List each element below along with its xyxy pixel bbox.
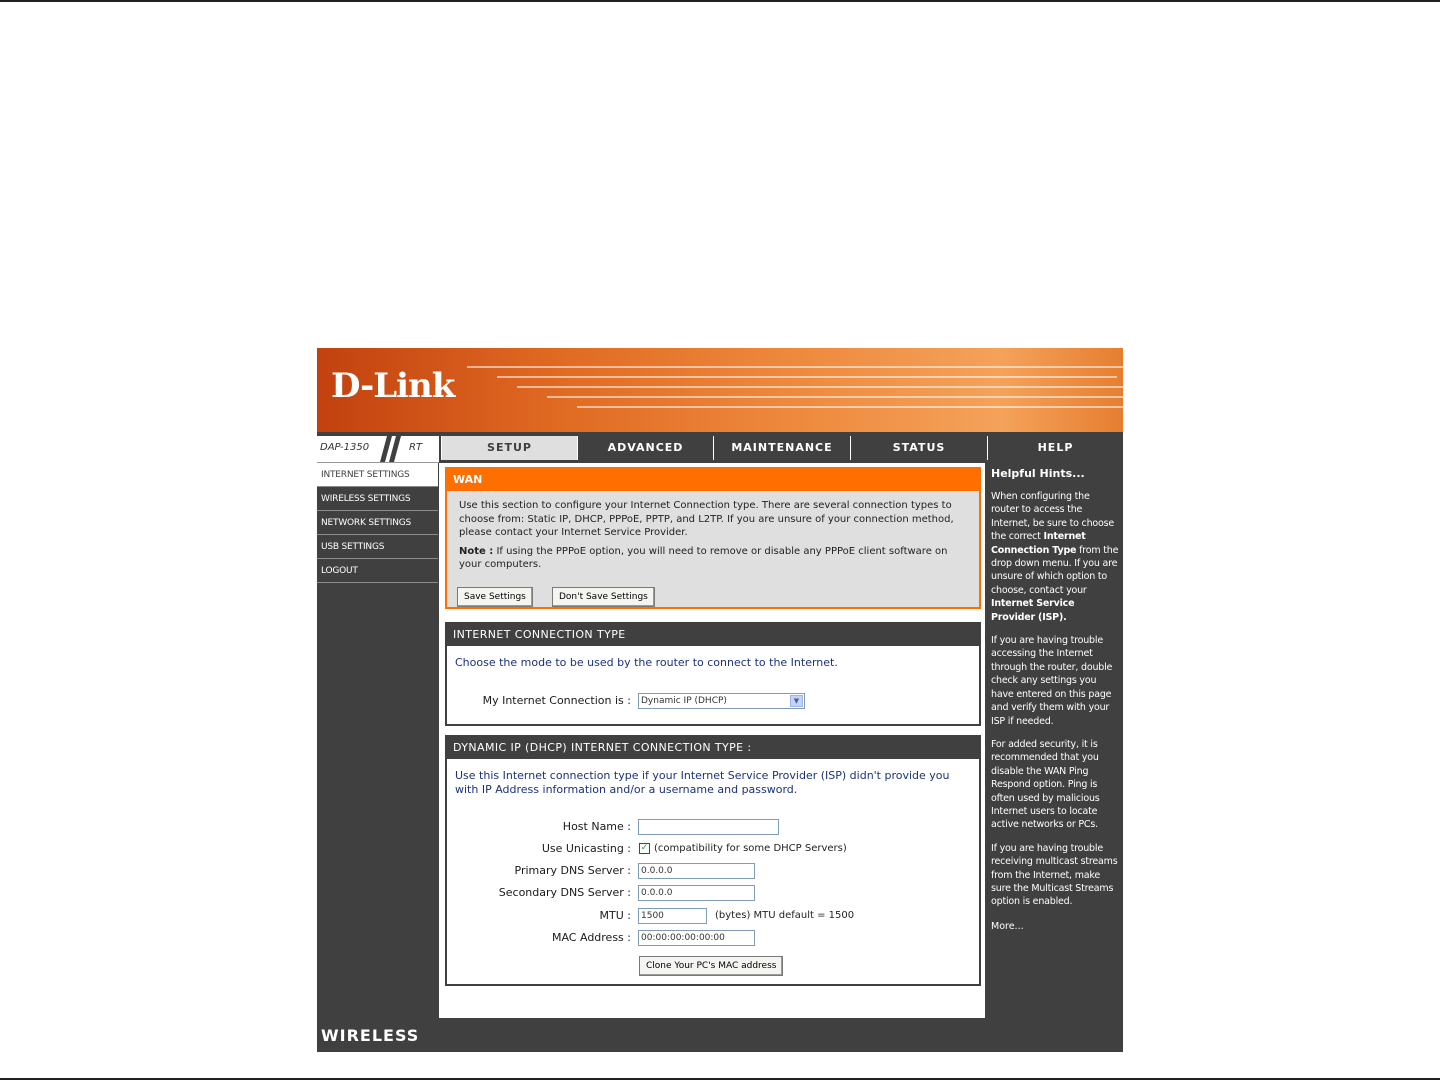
tab-setup[interactable]: SETUP [441, 436, 577, 460]
wan-note [447, 540, 979, 572]
wan-buttons [447, 572, 979, 607]
host-name-row [447, 818, 979, 836]
primary-dns-input[interactable]: 0.0.0.0 [638, 863, 755, 879]
wan-note-text: If using the PPPoE option, you will need to remove or disable any PPPoE client software on your computers. [459, 545, 948, 570]
page-top-rule [0, 0, 1440, 2]
top-tabs [441, 436, 1123, 460]
use-unicasting-label: Use Unicasting : [541, 842, 631, 855]
slash-divider-icon [379, 436, 403, 462]
internet-connection-type-description: Choose the mode to be used by the router to connect to the Internet. [455, 656, 838, 669]
tab-help[interactable]: HELP [987, 436, 1123, 460]
mac-address-input[interactable]: 00:00:00:00:00:00 [638, 930, 755, 946]
help-more-link[interactable]: More... [991, 920, 1024, 932]
header-banner [317, 348, 1123, 432]
help-title: Helpful Hints... [991, 467, 1085, 480]
mac-address-row [447, 929, 979, 947]
main-content [439, 463, 985, 1018]
primary-dns-label: Primary DNS Server : [514, 864, 631, 877]
help-panel [987, 463, 1123, 1018]
tab-advanced[interactable]: ADVANCED [577, 436, 713, 460]
wireless-footer-logo: WIRELESS [321, 1026, 420, 1045]
wan-description: Use this section to configure your Internet Connection type. There are several connection types to choose from: Static IP, DHCP, PPPoE, PPTP, and L2TP. If you are unsure of your connection method, please contact your Internet Service Provider. [459, 500, 954, 538]
dont-save-settings-button[interactable]: Don't Save Settings [552, 587, 655, 607]
clone-mac-button[interactable]: Clone Your PC's MAC address [639, 956, 783, 976]
router-admin-frame [317, 348, 1123, 1052]
mtu-label: MTU : [599, 909, 631, 922]
help-p1-a: When configuring the router to access the Internet, be sure to choose the correct [991, 491, 1115, 543]
wan-panel [445, 467, 981, 609]
connection-type-select[interactable] [638, 693, 805, 709]
internet-connection-type-title: INTERNET CONNECTION TYPE [447, 624, 979, 646]
secondary-dns-label: Secondary DNS Server : [498, 886, 631, 899]
model-mode: RT [409, 442, 423, 453]
help-p1-c: from the drop down menu. If you are unsure of which option to choose, contact your [991, 544, 1119, 596]
internet-connection-type-section [445, 622, 981, 726]
sidebar [317, 463, 438, 583]
use-unicasting-checkbox[interactable]: ✓ [640, 843, 649, 853]
host-name-label: Host Name : [562, 820, 631, 833]
help-paragraph-2: If you are having trouble accessing the Internet through the router, double check any settings you have entered on this page and verify them with your ISP if needed. [991, 635, 1113, 727]
dlink-logo: D-Link [331, 366, 455, 406]
model-strip [317, 436, 439, 463]
help-p1-d: Internet Service Provider (ISP). [991, 598, 1075, 623]
chevron-down-icon: ▼ [790, 695, 803, 707]
footer-bar [317, 1018, 1123, 1052]
connection-type-row [447, 692, 979, 710]
sidebar-item-logout[interactable]: LOGOUT [317, 559, 438, 583]
save-settings-button[interactable]: Save Settings [457, 587, 533, 607]
mtu-input[interactable]: 1500 [638, 908, 707, 924]
mtu-row [447, 907, 979, 925]
wan-title: WAN [447, 469, 979, 491]
help-paragraph-1 [987, 480, 1123, 624]
secondary-dns-row [447, 884, 979, 902]
sidebar-item-internet-settings[interactable]: INTERNET SETTINGS [317, 463, 438, 487]
dhcp-section [445, 735, 981, 986]
help-paragraph-4: If you are having trouble receiving multicast streams from the Internet, make sure the Multicast Streams option is enabled. [991, 842, 1118, 908]
dhcp-description: Use this Internet connection type if your Internet Service Provider (ISP) didn't provide you with IP Address information and/or a username and password. [455, 769, 950, 796]
dhcp-title: DYNAMIC IP (DHCP) INTERNET CONNECTION TYPE : [447, 737, 979, 759]
tab-status[interactable]: STATUS [850, 436, 987, 460]
help-p1-b: Internet Connection Type [991, 531, 1086, 556]
secondary-dns-input[interactable]: 0.0.0.0 [638, 885, 755, 901]
sidebar-item-network-settings[interactable]: NETWORK SETTINGS [317, 511, 438, 535]
sidebar-item-wireless-settings[interactable]: WIRELESS SETTINGS [317, 487, 438, 511]
use-unicasting-row [447, 840, 979, 858]
wan-note-label: Note : [459, 545, 494, 557]
sidebar-item-usb-settings[interactable]: USB SETTINGS [317, 535, 438, 559]
primary-dns-row [447, 862, 979, 880]
help-paragraph-3: For added security, it is recommended that you disable the WAN Ping Respond option. Ping is often used by malicious Internet users to locate active networks or PCs. [991, 738, 1100, 831]
tab-maintenance[interactable]: MAINTENANCE [713, 436, 850, 460]
connection-type-label: My Internet Connection is : [482, 694, 631, 707]
mtu-note: (bytes) MTU default = 1500 [715, 910, 855, 921]
connection-type-selected: Dynamic IP (DHCP) [641, 696, 727, 706]
use-unicasting-note: (compatibility for some DHCP Servers) [654, 843, 847, 854]
host-name-input[interactable] [638, 819, 779, 835]
model-name: DAP-1350 [320, 442, 370, 453]
clone-mac-row [639, 953, 797, 976]
mac-address-label: MAC Address : [551, 931, 631, 944]
page-bottom-rule [0, 1078, 1440, 1080]
